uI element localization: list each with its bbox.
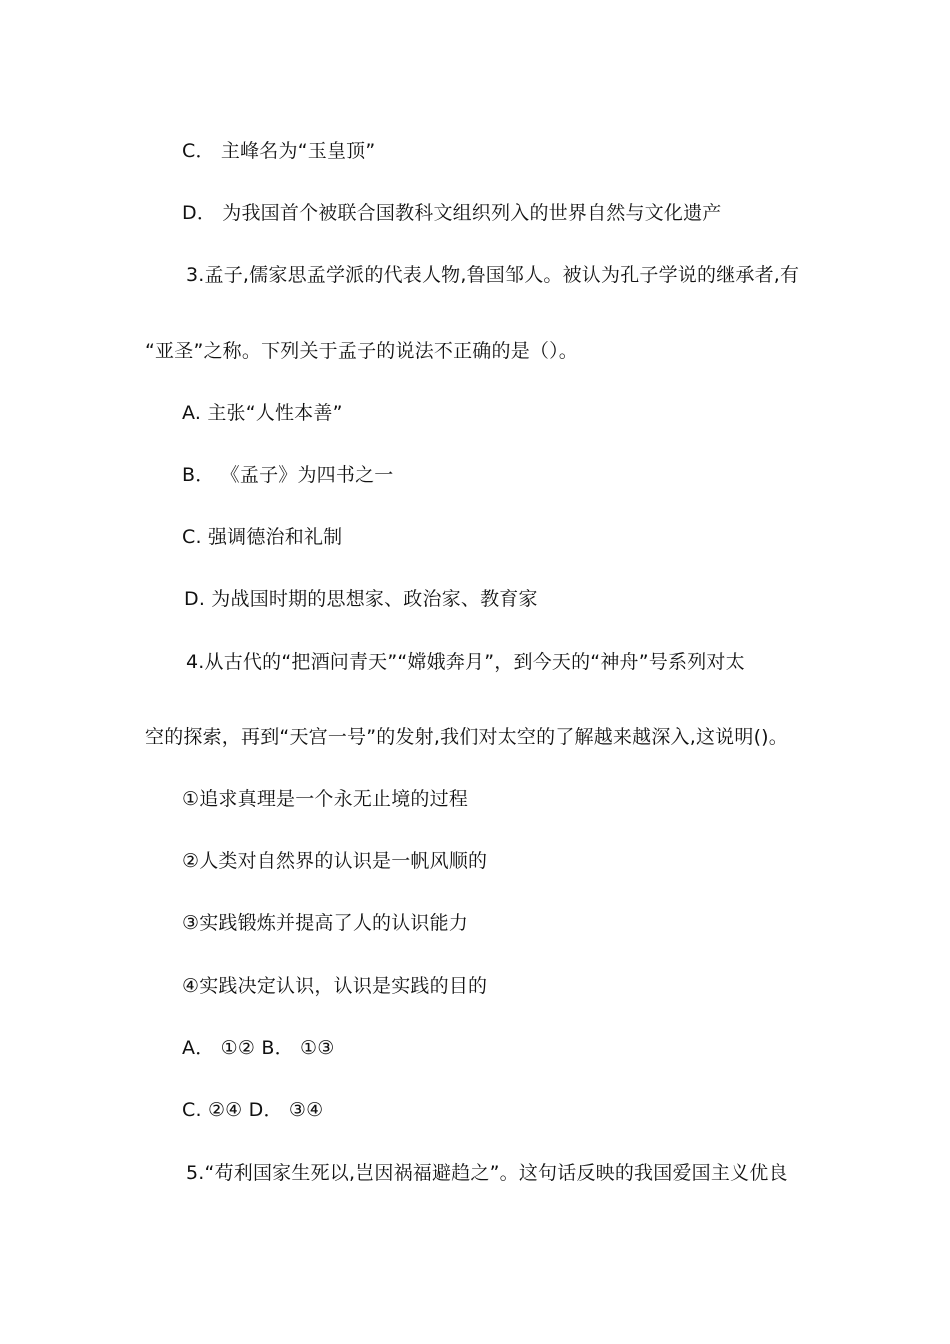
option-a-q3: A. 主张“人性本善” <box>182 402 343 424</box>
option-c-q2: C． 主峰名为“玉皇顶” <box>182 140 376 162</box>
statement-1-q4: ①追求真理是一个永无止境的过程 <box>182 788 469 810</box>
options-cd-q4: C. ②④ D． ③④ <box>182 1099 324 1121</box>
statement-3-q4: ③实践锻炼并提高了人的认识能力 <box>182 912 469 934</box>
option-c-q3: C. 强调德治和礼制 <box>182 526 343 548</box>
option-d-q2: D． 为我国首个被联合国教科文组织列入的世界自然与文化遗产 <box>182 202 722 224</box>
question-3-stem-line2: “亚圣”之称。下列关于孟子的说法不正确的是（）。 <box>145 340 578 362</box>
statement-4-q4: ④实践决定认识，认识是实践的目的 <box>182 975 488 997</box>
question-4-stem-line1: 4.从古代的“把酒问青天”“嫦娥奔月”，到今天的“神舟”号系列对太 <box>186 651 745 673</box>
statement-2-q4: ②人类对自然界的认识是一帆风顺的 <box>182 850 488 872</box>
option-d-q3: D. 为战国时期的思想家、政治家、教育家 <box>184 588 538 610</box>
options-ab-q4: A． ①② B． ①③ <box>182 1037 335 1059</box>
option-b-q3: B． 《孟子》为四书之一 <box>182 464 394 486</box>
question-5-stem-line1: 5.“苟利国家生死以,岂因祸福避趋之”。这句话反映的我国爱国主义优良 <box>186 1162 788 1184</box>
question-3-stem-line1: 3.孟子,儒家思孟学派的代表人物,鲁国邹人。被认为孔子学说的继承者,有 <box>186 264 800 286</box>
question-4-stem-line2: 空的探索，再到“天宫一号”的发射,我们对太空的了解越来越深入,这说明()。 <box>145 726 788 748</box>
